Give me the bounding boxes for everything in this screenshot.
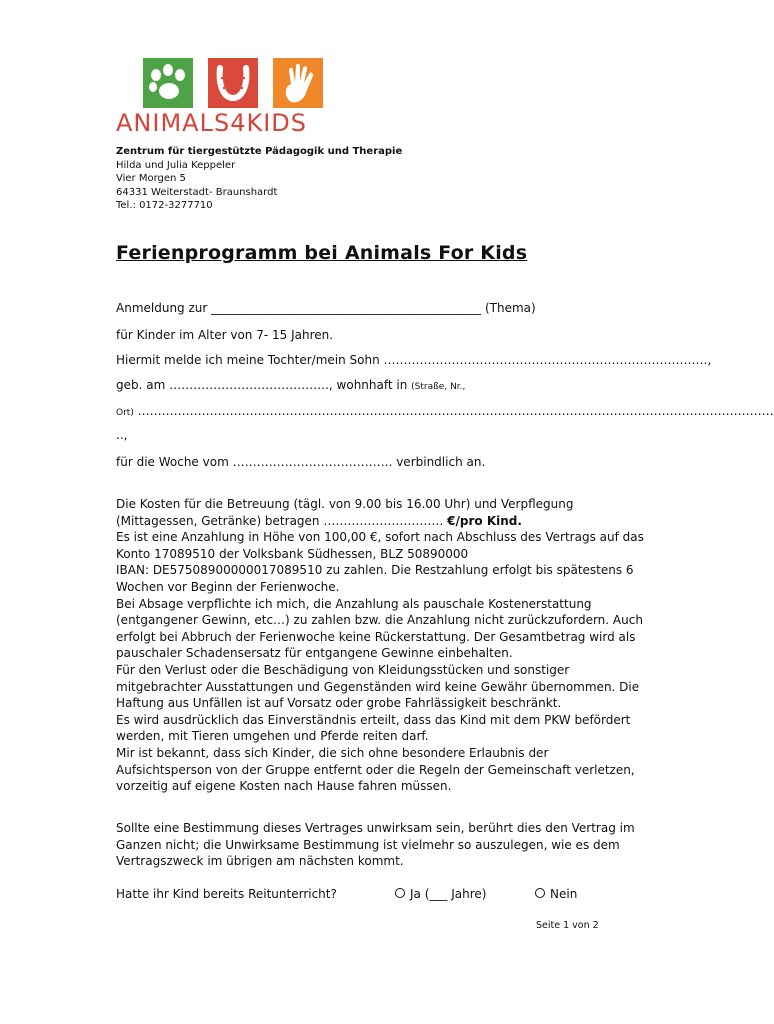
terms-line: Es wird ausdrücklich das Einverständnis erteilt, dass das Kind mit dem PKW befördert (116, 712, 631, 727)
terms-line: mitgebrachter Ausstattungen und Gegenständen wird keine Gewähr übernommen. Die (116, 679, 640, 694)
age-line: für Kinder im Alter von 7- 15 Jahren. (116, 328, 334, 342)
terms-line: Mir ist bekannt, dass sich Kinder, die sich ohne besondere Erlaubnis der (116, 745, 549, 760)
terms-line: Für den Verlust oder die Beschädigung von Kleidungsstücken und sonstiger (116, 662, 570, 677)
terms-line: pauschaler Schadensersatz für entgangene Gewinne einbehalten. (116, 646, 513, 661)
owner-names: Hilda und Julia Keppeler (116, 159, 236, 171)
terms-line: vorzeitig auf eigene Kosten nach Hause fahren müssen. (116, 779, 452, 794)
letterhead (116, 145, 476, 213)
geb-text: geb. am …………………………………., wohnhaft in (116, 378, 412, 392)
page-number: Seite 1 von 2 (536, 920, 599, 931)
terms-line: Haftung aus Unfällen ist auf Vorsatz oder grobe Fahrlässigkeit beschränkt. (116, 696, 562, 711)
radio-circle-icon[interactable] (395, 888, 405, 898)
address-hint: (Straße, Nr., (411, 382, 466, 392)
terms-paragraph (116, 496, 656, 795)
radio-circle-icon[interactable] (535, 888, 545, 898)
terms-line: (entgangener Gewinn, etc…) zu zahlen bzw. die Anzahlung nicht zurückzufordern. Auch (116, 613, 643, 628)
severability-paragraph (116, 820, 656, 870)
riding-yes-option[interactable]: Ja (___ Jahre) (395, 887, 486, 901)
ort-dots: …………………………………………………………………………………………………………………………………………… (133, 404, 774, 418)
clause-line: Ganzen nicht; die Unwirksame Bestimmung ist vielmehr so auszulegen, wie es dem (116, 837, 620, 852)
phone-number: Tel.: 0172-3277710 (116, 200, 213, 212)
terms-line: erfolgt bei Abbruch der Ferienwoche keine Rückerstattung. Der Gesamtbetrag wird als (116, 629, 636, 644)
terms-line: werden, mit Tieren umgehen und Pferde reiten darf. (116, 729, 429, 744)
clause-line: Sollte eine Bestimmung dieses Vertrages unwirksam sein, berührt dies den Vertrag im (116, 821, 635, 835)
clause-line: Vertragszweck im übrigen am nächsten kommt. (116, 854, 404, 869)
price-label: €/pro Kind. (447, 513, 522, 528)
riding-no-option[interactable]: Nein (535, 887, 577, 901)
hand-paw-icon (273, 58, 323, 108)
animals4kids-logo (116, 58, 356, 142)
terms-line: Aufsichtsperson von der Gruppe entfernt oder die Regeln der Gemeinschaft verletzen, (116, 762, 635, 777)
street-address: Vier Morgen 5 (116, 173, 186, 185)
anmeldung-line: Anmeldung zur _____________________________________________ (Thema) (116, 301, 536, 315)
terms-line: (Mittagessen, Getränke) betragen ………………………… €/pro Kind. (116, 513, 522, 528)
week-line: für die Woche vom …………………………………. verbindlich an. (116, 455, 486, 469)
terms-line: Bei Absage verpflichte ich mich, die Anzahlung als pauschale Kostenerstattung (116, 596, 592, 611)
paw-icon (143, 58, 193, 108)
terms-line: IBAN: DE57508900000017089510 zu zahlen. Die Restzahlung erfolgt bis spätestens 6 (116, 563, 634, 578)
geb-line (116, 378, 465, 392)
ort-line (116, 404, 774, 418)
ort-continuation: .., (116, 428, 128, 442)
page-title: Ferienprogramm bei Animals For Kids (116, 242, 528, 264)
riding-question: Hatte ihr Kind bereits Reitunterricht? (116, 887, 337, 901)
horseshoe-icon (208, 58, 258, 108)
hiermit-line: Hiermit melde ich meine Tochter/mein Sohn ………………………………………………………………………, (116, 353, 712, 367)
city-address: 64331 Weiterstadt- Braunshardt (116, 186, 278, 198)
terms-line: Die Kosten für die Betreuung (tägl. von 9.00 bis 16.00 Uhr) und Verpflegung (116, 497, 574, 511)
terms-line: Wochen vor Beginn der Ferienwoche. (116, 579, 340, 594)
terms-line: Konto 17089510 der Volksbank Südhessen, BLZ 50890000 (116, 546, 469, 561)
ort-hint: Ort) (116, 408, 134, 418)
terms-line: Es ist eine Anzahlung in Höhe von 100,00 €, sofort nach Abschluss des Vertrags auf das (116, 530, 644, 545)
logo-wordmark: ANIMALS4KIDS (116, 109, 307, 137)
organization-name: Zentrum für tiergestützte Pädagogik und Therapie (116, 146, 403, 157)
